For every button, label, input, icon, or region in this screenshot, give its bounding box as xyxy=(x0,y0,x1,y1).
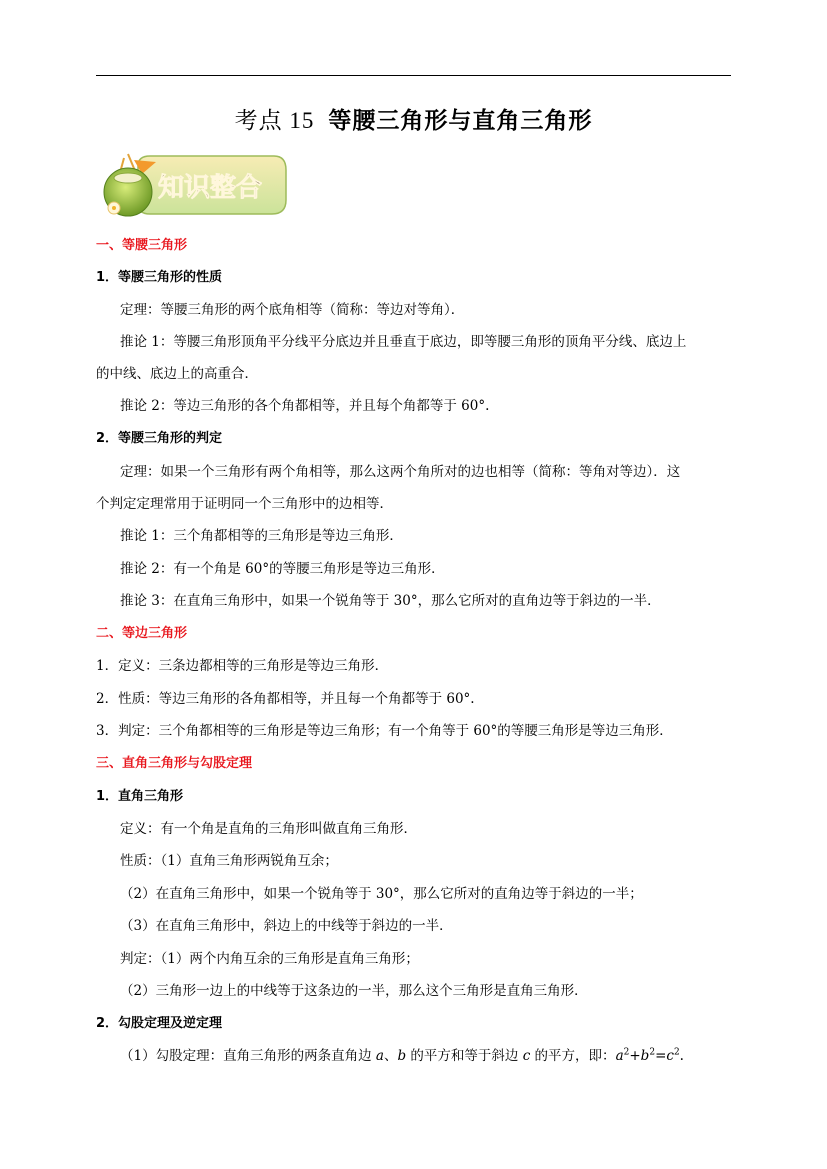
formula-plus: + xyxy=(629,1048,641,1064)
text-line: 1．定义：三条边都相等的三角形是等边三角形． xyxy=(96,658,389,674)
formula-end: . xyxy=(679,1048,684,1064)
text-line: （2）三角形一边上的中线等于这条边的一半，那么这个三角形是直角三角形． xyxy=(120,983,588,999)
text-fragment: （1）勾股定理：直角三角形的两条直角边 xyxy=(120,1048,376,1064)
knowledge-badge xyxy=(98,148,288,220)
text-line: 个判定定理常用于证明同一个三角形中的边相等． xyxy=(96,496,393,512)
text-line: 2．性质：等边三角形的各角都相等，并且每一个角都等于 60°. xyxy=(96,691,475,707)
header-rule xyxy=(96,75,731,76)
formula-exp: 2 xyxy=(623,1047,630,1058)
section-1-sub-2-heading: 2．等腰三角形的判定 xyxy=(96,431,223,446)
text-line: 定理：如果一个三角形有两个角相等，那么这两个角所对的边也相等（简称：等角对等边）．这 xyxy=(120,464,681,480)
text-line: 推论 1：三个角都相等的三角形是等边三角形． xyxy=(120,528,403,544)
text-line: 定理：等腰三角形的两个底角相等（简称：等边对等角）． xyxy=(120,302,465,318)
title-number: 考点 15 xyxy=(234,108,315,133)
page-title xyxy=(0,102,827,135)
text-line: 3．判定：三个角都相等的三角形是等边三角形；有一个角等于 60°的等腰三角形是等边三角形． xyxy=(96,723,673,739)
text-line: 定义：有一个角是直角的三角形叫做直角三角形． xyxy=(120,821,417,837)
var-c: c xyxy=(522,1048,531,1064)
text-line: 推论 2：有一个角是 60°的等腰三角形是等边三角形． xyxy=(120,561,445,577)
text-line: （2）在直角三角形中，如果一个锐角等于 30°，那么它所对的直角边等于斜边的一半； xyxy=(120,886,643,902)
text-line: 判定：（1）两个内角互余的三角形是直角三角形； xyxy=(120,951,419,967)
formula-exp: 2 xyxy=(649,1047,656,1058)
title-text: 等腰三角形与直角三角形 xyxy=(328,108,593,134)
section-2-heading: 二、等边三角形 xyxy=(96,626,188,641)
text-fragment: 的平方和等于斜边 xyxy=(406,1048,523,1064)
formula-a: a xyxy=(615,1048,624,1064)
section-3-heading: 三、直角三角形与勾股定理 xyxy=(96,756,253,771)
text-fragment: 的平方，即： xyxy=(530,1048,616,1064)
var-b: b xyxy=(397,1048,407,1064)
text-line: 的中线、底边上的高重合． xyxy=(96,366,258,382)
section-3-sub-1-heading: 1．直角三角形 xyxy=(96,789,184,804)
text-line: 推论 3：在直角三角形中，如果一个锐角等于 30°，那么它所对的直角边等于斜边的一半． xyxy=(120,593,661,609)
text-fragment: 、 xyxy=(383,1048,398,1064)
pythagorean-line xyxy=(120,1046,684,1066)
pythagorean-formula xyxy=(616,1048,684,1064)
formula-b: b xyxy=(640,1048,650,1064)
text-line: （3）在直角三角形中，斜边上的中线等于斜边的一半． xyxy=(120,918,453,934)
formula-c: c xyxy=(666,1048,674,1064)
formula-eq: = xyxy=(655,1048,667,1064)
text-line: 推论 2：等边三角形的各个角都相等，并且每个角都等于 60°. xyxy=(120,398,490,414)
var-a: a xyxy=(375,1048,384,1064)
section-1-heading: 一、等腰三角形 xyxy=(96,238,188,253)
badge-label: 知识整合 xyxy=(158,173,263,203)
text-line: 性质：（1）直角三角形两锐角互余； xyxy=(120,853,338,869)
section-1-sub-1-heading: 1．等腰三角形的性质 xyxy=(96,270,223,285)
text-line: 推论 1：等腰三角形顶角平分线平分底边并且垂直于底边，即等腰三角形的顶角平分线、底边上 xyxy=(120,334,687,350)
section-3-sub-2-heading: 2．勾股定理及逆定理 xyxy=(96,1016,223,1031)
formula-exp: 2 xyxy=(673,1047,680,1058)
